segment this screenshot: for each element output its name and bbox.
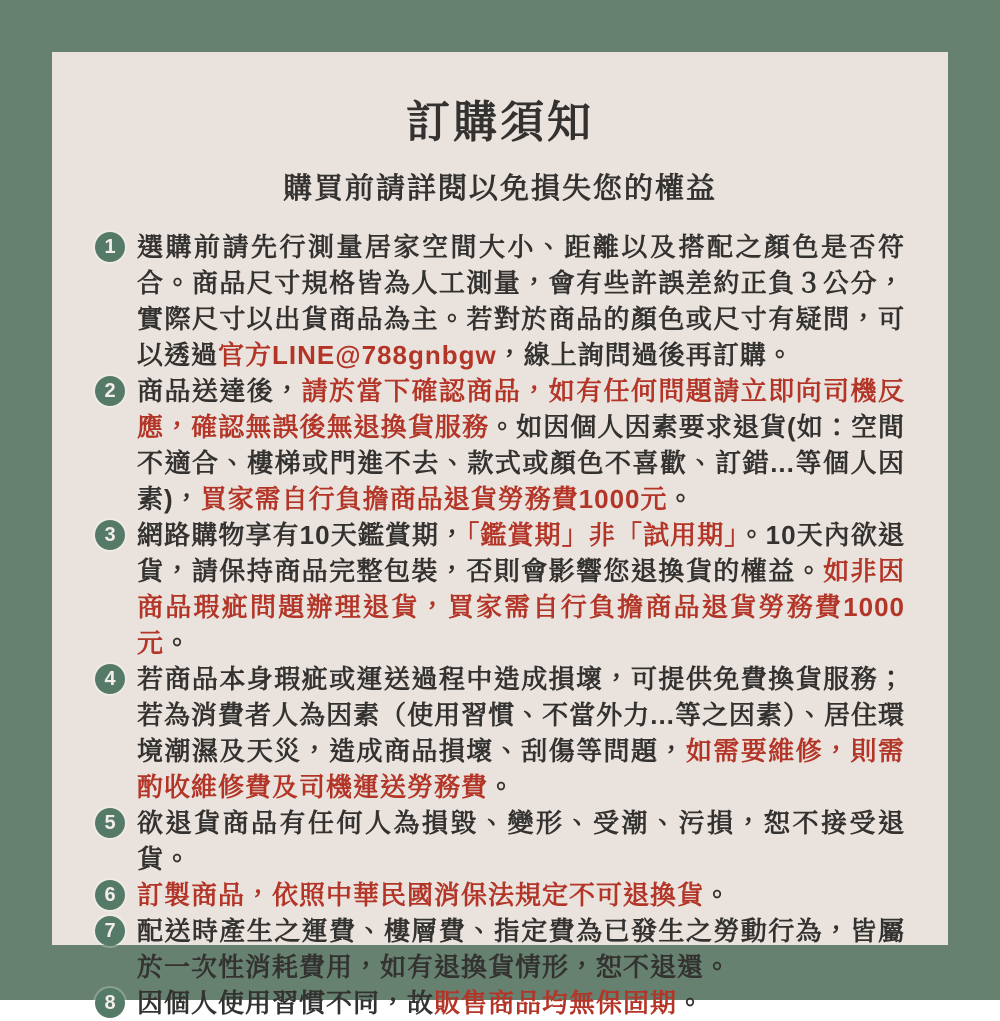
item-text bbox=[137, 985, 704, 1021]
page-subtitle: 購買前請詳閱以免損失您的權益 bbox=[282, 173, 717, 205]
item-text-segment: 。10天內欲退貨，請保持商品完整包裝，否則會影響您退換貨的權益。 bbox=[137, 520, 905, 586]
item-text bbox=[137, 661, 905, 805]
item-text-segment: ，線上詢問過後再訂購。 bbox=[496, 340, 794, 370]
item-number-badge: 2 bbox=[95, 376, 125, 406]
notice-item bbox=[95, 985, 905, 1021]
item-text-segment: 。如因個人因素要求退貨(如：空間不適合、樓梯或門進不去、款式或顏色不喜歡、訂錯...等個人因素)， bbox=[137, 412, 905, 514]
item-text-highlight: 如非因商品瑕疵問題辦理退貨，買家需自行負擔商品退貨勞務費1000元 bbox=[137, 556, 905, 658]
item-text bbox=[137, 229, 905, 373]
item-number-badge: 6 bbox=[95, 880, 125, 910]
item-number-badge: 8 bbox=[95, 988, 125, 1018]
item-text-highlight: 官方LINE@788gnbgw bbox=[218, 340, 497, 370]
item-text bbox=[137, 877, 731, 913]
item-text-highlight: 「鑑賞期」非「試用期」 bbox=[466, 520, 739, 550]
notice-item bbox=[95, 805, 905, 877]
notice-item bbox=[95, 913, 905, 985]
item-text-segment: 。 bbox=[677, 988, 705, 1018]
item-text-highlight: 請於當下確認商品，如有任何問題請立即向司機反應，確認無誤後無退換貨服務 bbox=[137, 376, 905, 442]
item-text-segment: 網路購物享有10天鑑賞期， bbox=[137, 520, 467, 550]
item-number-badge: 4 bbox=[95, 664, 125, 694]
item-number-badge: 5 bbox=[95, 808, 125, 838]
item-text bbox=[137, 373, 905, 517]
notice-content bbox=[52, 52, 948, 1021]
item-text-highlight: 如需要維修，則需酌收維修費及司機運送勞務費 bbox=[137, 736, 905, 802]
item-text-highlight: 買家需自行負擔商品退貨勞務費1000元 bbox=[200, 484, 668, 514]
item-number-badge: 3 bbox=[95, 520, 125, 550]
item-text bbox=[137, 913, 905, 985]
item-text bbox=[137, 517, 905, 661]
page-title: 訂購須知 bbox=[406, 98, 594, 147]
notice-item bbox=[95, 229, 905, 373]
item-text-segment: 欲退貨商品有任何人為損毀、變形、受潮、污損，恕不接受退貨。 bbox=[137, 808, 905, 874]
item-text-segment: 。 bbox=[667, 484, 695, 514]
item-text-highlight: 訂製商品，依照中華民國消保法規定不可退換貨 bbox=[137, 880, 705, 910]
item-number-badge: 7 bbox=[95, 916, 125, 946]
notice-item bbox=[95, 661, 905, 805]
item-text-segment: 。 bbox=[488, 772, 516, 802]
item-text-segment: 。 bbox=[704, 880, 732, 910]
item-text-segment: 配送時產生之運費、樓層費、指定費為已發生之勞動行為，皆屬於一次性消耗費用，如有退換貨情形，恕不退還。 bbox=[137, 916, 905, 982]
item-text-segment: 。 bbox=[164, 628, 192, 658]
item-text bbox=[137, 805, 905, 877]
notice-panel bbox=[52, 52, 948, 1018]
notice-item bbox=[95, 517, 905, 661]
notice-list bbox=[95, 229, 905, 1021]
item-text-segment: 選購前請先行測量居家空間大小、距離以及搭配之顏色是否符合。商品尺寸規格皆為人工測量，會有些許誤差約正負３公分，實際尺寸以出貨商品為主。若對於商品的顏色或尺寸有疑問，可以透過 bbox=[137, 232, 905, 370]
item-text-highlight: 販售商品均無保固期 bbox=[434, 988, 678, 1018]
item-text-segment: 因個人使用習慣不同，故 bbox=[137, 988, 435, 1018]
item-text-segment: 若商品本身瑕疵或運送過程中造成損壞，可提供免費換貨服務；若為消費者人為因素（使用習慣、不當外力...等之因素）、居住環境潮濕及天災，造成商品損壞、刮傷等問題， bbox=[137, 664, 905, 766]
notice-item bbox=[95, 877, 905, 913]
item-text-segment: 商品送達後， bbox=[137, 376, 302, 406]
item-number-badge: 1 bbox=[95, 232, 125, 262]
notice-item bbox=[95, 373, 905, 517]
